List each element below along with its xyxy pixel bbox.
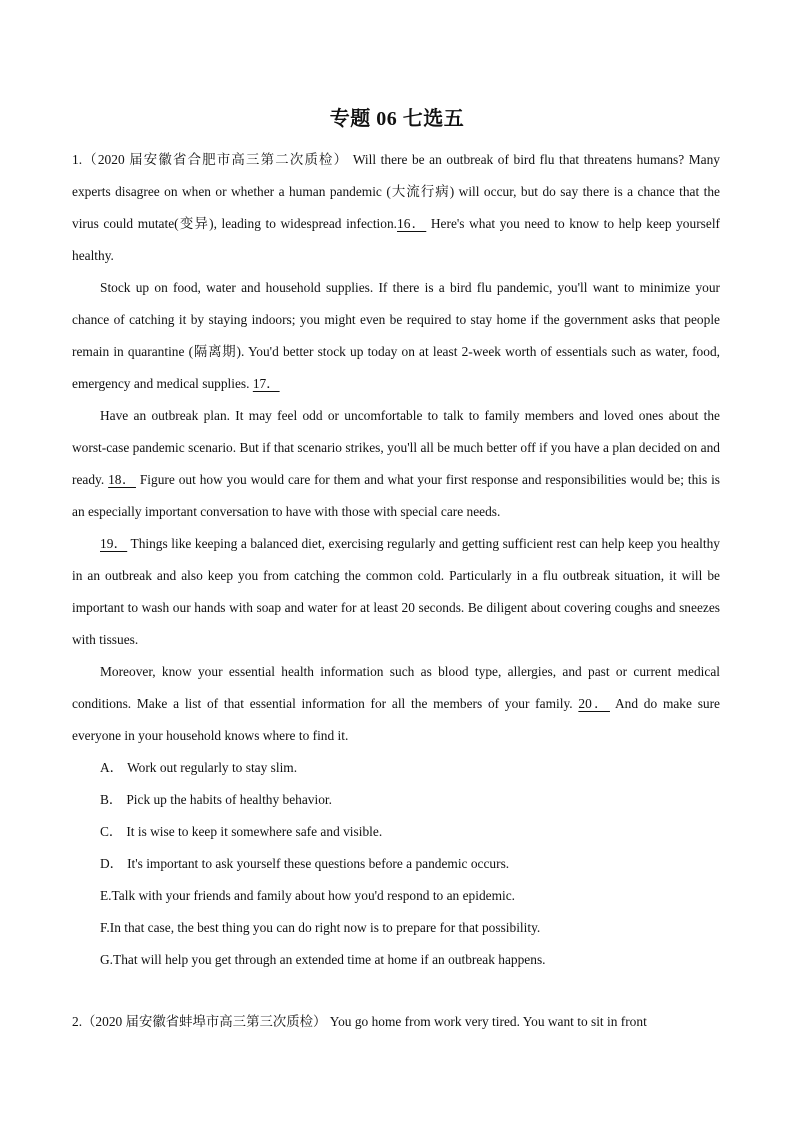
passage1-paragraph-4: 19． Things like keeping a balanced diet, exercising regularly and getting sufficient rest can help keep you healthy in an outbreak and also keep you from catching the common cold. Particularly in a flu outbreak situation, it will be important to wash our hands with soap and water for at least 20 seconds. Be diligent about covering coughs and sneezes with tissues. [72, 536, 720, 647]
option-e: E.Talk with your friends and family about how you'd respond to an epidemic. [100, 888, 516, 903]
passage1-paragraph-5: Moreover, know your essential health information such as blood type, allergies, and past or current medical conditions. Make a list of that essential information for all the members of your family. 20． And do make sure everyone in your household knows where to find it. [72, 664, 720, 743]
blank-19[interactable]: 19． [100, 536, 128, 551]
passage1-paragraph-1: 1.（2020 届安徽省合肥市高三第二次质检） Will there be an outbreak of bird flu that threatens humans? Many experts disagree on when or whether a human pandemic (大流行病) will occur, but do say there is a chance that the virus could mutate(变异), leading to widespread infection.16． Here's what you need to know to help keep yourself healthy. [72, 152, 720, 263]
option-d: D． It's important to ask yourself these questions before a pandemic occurs. [100, 856, 510, 871]
blank-20[interactable]: 20． [578, 696, 610, 711]
passage1-paragraph-2: Stock up on food, water and household supplies. If there is a bird flu pandemic, you'll want to minimize your chance of catching it by staying indoors; you might even be required to stay home if the government asks that people remain in quarantine (隔离期). You'd better stock up today on at least 2-week worth of essentials such as water, food, emergency and medical supplies. 17． [72, 280, 720, 391]
option-a: A． Work out regularly to stay slim. [100, 760, 298, 775]
page-title: 专题 06 七选五 [329, 108, 465, 130]
option-f: F.In that case, the best thing you can do right now is to prepare for that possibility. [100, 920, 541, 935]
question-source: 2.（2020 届安徽省蚌埠市高三第三次质检） [72, 1014, 327, 1029]
passage1-paragraph-3: Have an outbreak plan. It may feel odd or uncomfortable to talk to family members and loved ones about the worst-case pandemic scenario. But if that scenario strikes, you'll all be much better off if you have a plan decided on and ready. 18． Figure out how you would care for them and what your first response and responsibilities would be; this is an especially important conversation to have with those with special care needs. [72, 408, 721, 519]
question-source: 1.（2020 届安徽省合肥市高三第二次质检） [72, 152, 349, 167]
passage2-paragraph-1: 2.（2020 届安徽省蚌埠市高三第三次质检） You go home from work very tired. You want to sit in front [72, 1014, 647, 1029]
blank-17[interactable]: 17． [252, 376, 280, 391]
option-g: G.That will help you get through an extended time at home if an outbreak happens. [100, 952, 546, 967]
option-c: C． It is wise to keep it somewhere safe and visible. [100, 824, 383, 839]
blank-18[interactable]: 18． [108, 472, 136, 487]
document-body [72, 144, 720, 1038]
options-list [72, 752, 720, 976]
option-b: B． Pick up the habits of healthy behavior. [100, 792, 332, 807]
blank-16[interactable]: 16． [397, 216, 427, 231]
section-gap [72, 976, 720, 1006]
